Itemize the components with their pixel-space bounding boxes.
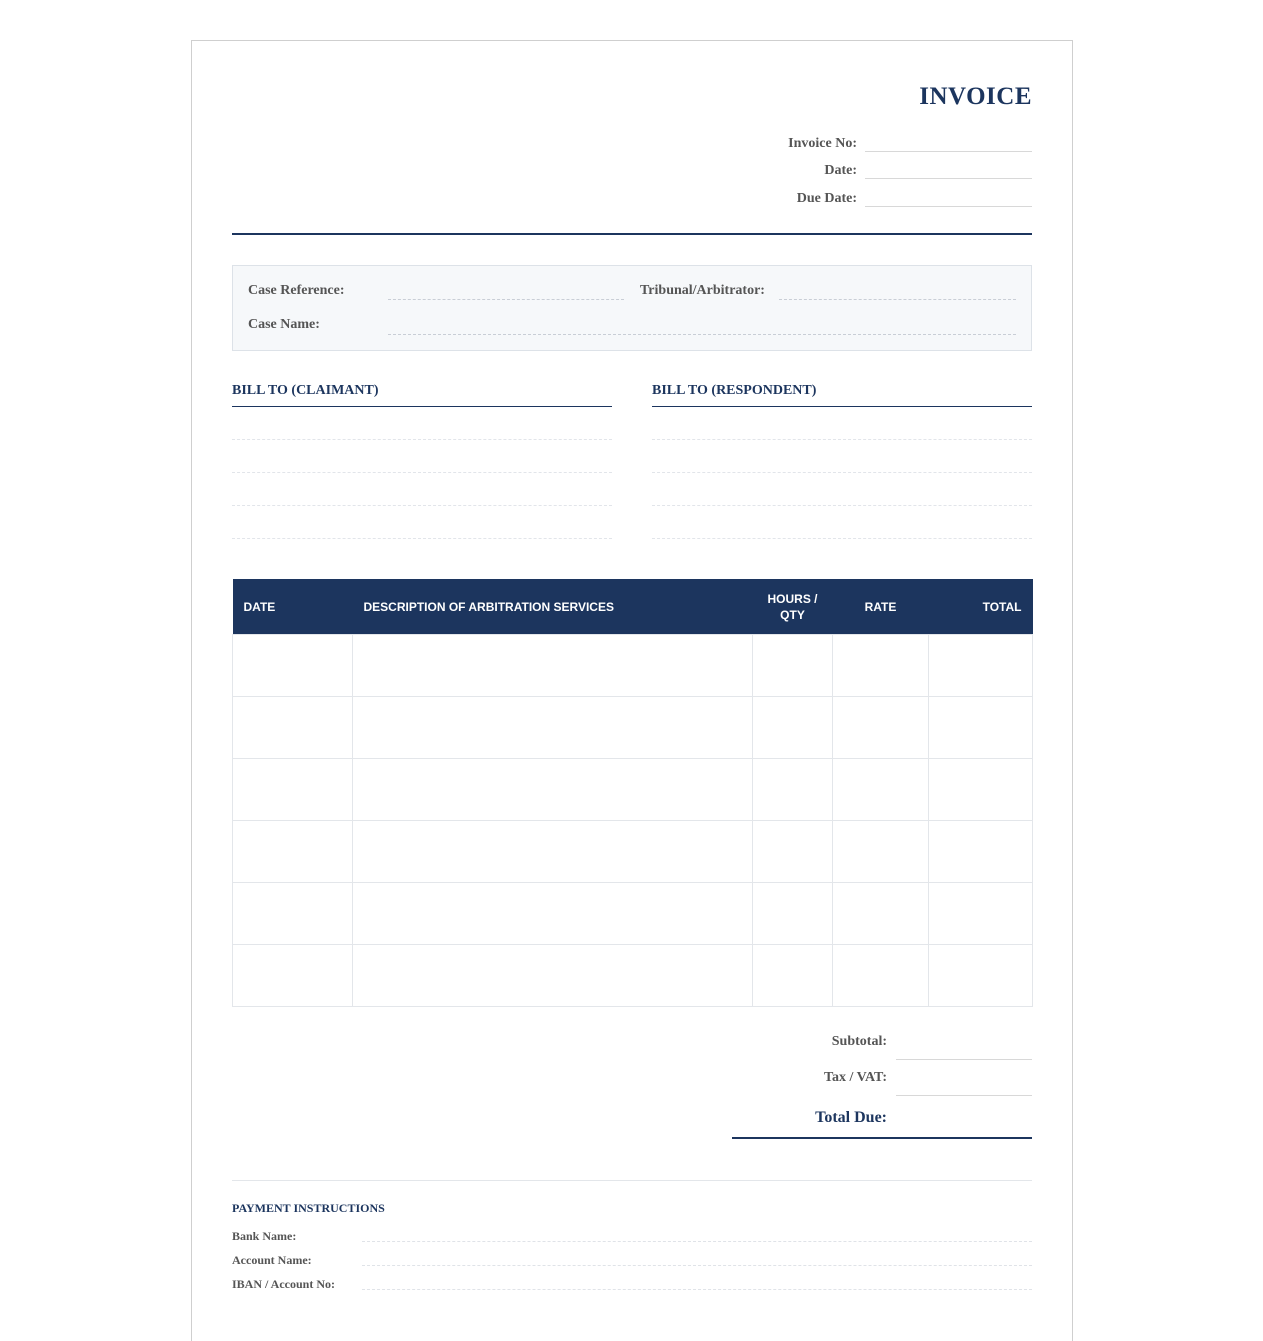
invoice-number-row <box>732 136 1032 162</box>
due-date-label: Due Date: <box>796 191 857 206</box>
case-reference-field[interactable] <box>388 299 624 300</box>
payment-heading: PAYMENT INSTRUCTIONS <box>232 1201 385 1215</box>
col-date: DATE <box>233 579 353 635</box>
cell-total[interactable] <box>929 697 1033 759</box>
respondent-line[interactable] <box>652 473 1032 506</box>
col-rate: RATE <box>833 579 929 635</box>
header-divider <box>232 233 1032 235</box>
table-row <box>233 697 1033 759</box>
due-date-field[interactable] <box>865 191 1032 207</box>
invoice-title: INVOICE <box>919 83 1032 110</box>
col-hours-line1: HOURS / <box>767 591 818 606</box>
respondent-heading: BILL TO (RESPONDENT) <box>652 381 1032 407</box>
table-row <box>233 883 1033 945</box>
cell-rate[interactable] <box>833 759 929 821</box>
date-row <box>732 163 1032 189</box>
total-due-label: Total Due: <box>815 1109 887 1126</box>
account-name-field[interactable] <box>362 1265 1032 1266</box>
subtotal-label: Subtotal: <box>831 1034 887 1049</box>
cell-date[interactable] <box>233 759 353 821</box>
date-label: Date: <box>824 163 857 178</box>
case-reference-label: Case Reference: <box>248 283 345 298</box>
services-table <box>232 579 1033 1007</box>
col-hours-qty <box>753 579 833 635</box>
total-due-row <box>732 1109 1032 1135</box>
cell-hours[interactable] <box>753 945 833 1007</box>
total-due-divider <box>732 1137 1032 1139</box>
cell-description[interactable] <box>353 759 753 821</box>
account-name-label: Account Name: <box>232 1253 312 1267</box>
case-info-box <box>232 265 1032 351</box>
col-hours-line2: QTY <box>780 607 805 622</box>
cell-date[interactable] <box>233 821 353 883</box>
bank-name-label: Bank Name: <box>232 1229 297 1243</box>
invoice-page <box>191 40 1073 1341</box>
invoice-number-label: Invoice No: <box>788 136 857 151</box>
cell-rate[interactable] <box>833 697 929 759</box>
respondent-line[interactable] <box>652 440 1032 473</box>
cell-hours[interactable] <box>753 759 833 821</box>
cell-description[interactable] <box>353 635 753 697</box>
cell-total[interactable] <box>929 945 1033 1007</box>
cell-rate[interactable] <box>833 821 929 883</box>
cell-hours[interactable] <box>753 635 833 697</box>
cell-hours[interactable] <box>753 821 833 883</box>
tax-field[interactable] <box>896 1070 1032 1096</box>
date-field[interactable] <box>865 163 1032 179</box>
table-row <box>233 759 1033 821</box>
cell-total[interactable] <box>929 635 1033 697</box>
cell-hours[interactable] <box>753 883 833 945</box>
cell-total[interactable] <box>929 759 1033 821</box>
cell-description[interactable] <box>353 945 753 1007</box>
invoice-number-field[interactable] <box>865 136 1032 152</box>
tax-label: Tax / VAT: <box>823 1070 887 1085</box>
respondent-line[interactable] <box>652 407 1032 440</box>
cell-description[interactable] <box>353 883 753 945</box>
cell-total[interactable] <box>929 883 1033 945</box>
claimant-line[interactable] <box>232 506 612 539</box>
table-row <box>233 635 1033 697</box>
cell-rate[interactable] <box>833 635 929 697</box>
payment-divider <box>232 1180 1032 1181</box>
iban-row <box>232 1277 1032 1297</box>
cell-date[interactable] <box>233 883 353 945</box>
col-total: TOTAL <box>929 579 1033 635</box>
tribunal-field[interactable] <box>779 299 1016 300</box>
claimant-line[interactable] <box>232 473 612 506</box>
bank-name-row <box>232 1229 1032 1249</box>
cell-hours[interactable] <box>753 697 833 759</box>
cell-date[interactable] <box>233 635 353 697</box>
bank-name-field[interactable] <box>362 1241 1032 1242</box>
case-name-field[interactable] <box>388 334 1016 335</box>
col-description: DESCRIPTION OF ARBITRATION SERVICES <box>353 579 753 635</box>
cell-description[interactable] <box>353 821 753 883</box>
claimant-line[interactable] <box>232 407 612 440</box>
case-name-label: Case Name: <box>248 317 320 332</box>
cell-date[interactable] <box>233 945 353 1007</box>
cell-date[interactable] <box>233 697 353 759</box>
subtotal-field[interactable] <box>896 1034 1032 1060</box>
bill-to-claimant <box>232 381 612 539</box>
cell-description[interactable] <box>353 697 753 759</box>
iban-field[interactable] <box>362 1289 1032 1290</box>
bill-to-respondent <box>652 381 1032 539</box>
cell-rate[interactable] <box>833 945 929 1007</box>
due-date-row <box>732 191 1032 217</box>
table-header-row <box>233 579 1033 635</box>
tribunal-label: Tribunal/Arbitrator: <box>640 283 765 298</box>
cell-total[interactable] <box>929 821 1033 883</box>
tax-row <box>732 1070 1032 1096</box>
cell-rate[interactable] <box>833 883 929 945</box>
account-name-row <box>232 1253 1032 1273</box>
table-row <box>233 821 1033 883</box>
claimant-line[interactable] <box>232 440 612 473</box>
claimant-heading: BILL TO (CLAIMANT) <box>232 381 612 407</box>
iban-label: IBAN / Account No: <box>232 1277 336 1291</box>
table-row <box>233 945 1033 1007</box>
subtotal-row <box>732 1034 1032 1060</box>
respondent-line[interactable] <box>652 506 1032 539</box>
